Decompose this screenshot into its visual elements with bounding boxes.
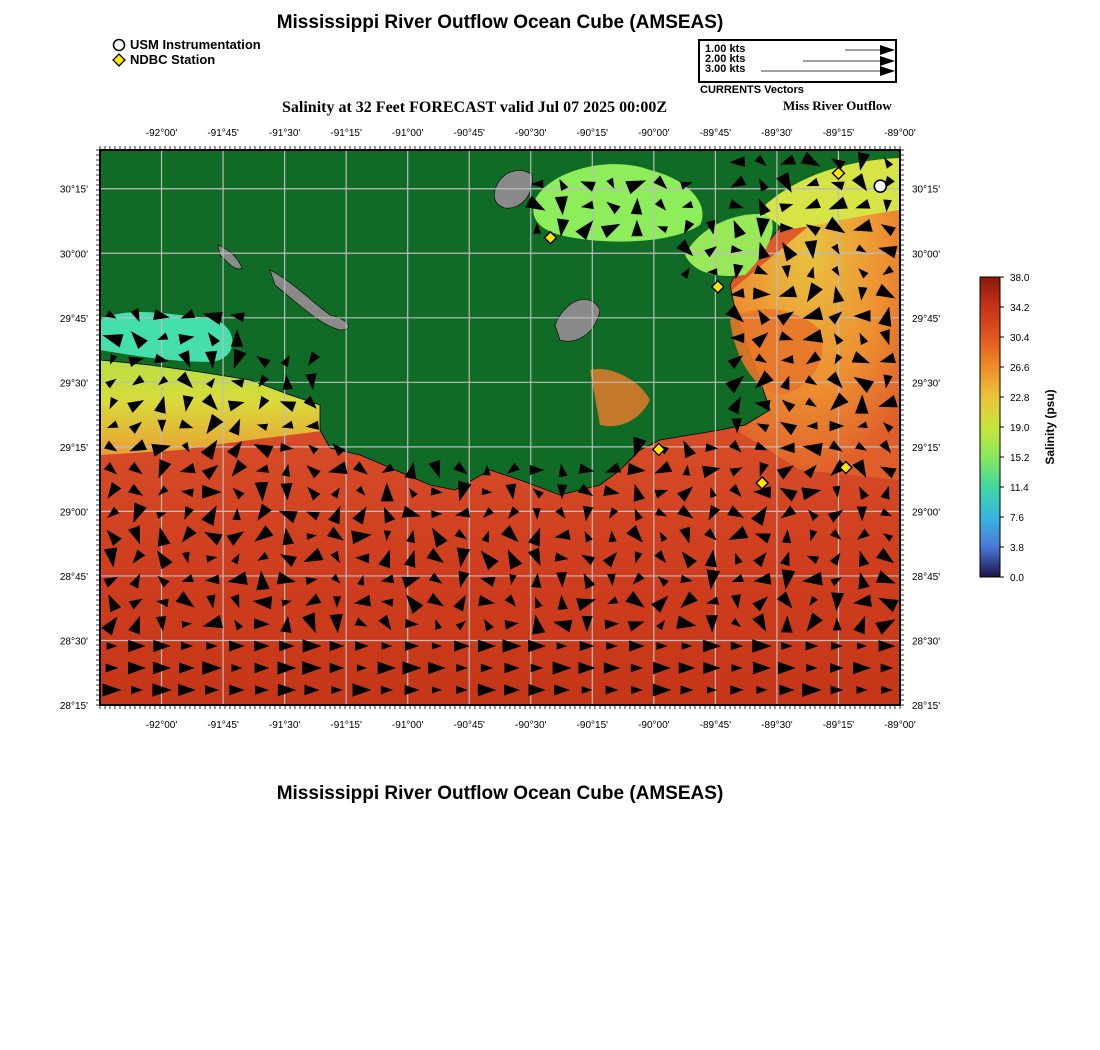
colorbar-label: Salinity (psu) [1043,389,1057,465]
lat-tick-label-right: 29°30' [912,378,941,390]
usm-station-marker [874,180,886,192]
lon-tick-label-bottom: -91°30' [268,720,301,731]
lat-tick-label-left: 28°45' [59,571,88,583]
lon-tick-label-bottom: -89°00' [884,720,916,731]
map-layers [100,150,900,705]
colorbar-tick-label: 19.0 [1010,423,1030,434]
lat-tick-label-left: 29°00' [59,507,88,519]
lat-tick-label-right: 29°00' [912,507,941,519]
outflow-label: Miss River Outflow [783,98,892,113]
lon-tick-label-bottom: -89°15' [822,720,855,731]
colorbar-tick-label: 34.2 [1010,303,1030,314]
lon-tick-label-bottom: -89°45' [699,720,732,731]
colorbar-tick-label: 15.2 [1010,453,1030,464]
lat-tick-label-left: 29°45' [59,313,88,325]
lon-tick-label-bottom: -89°30' [761,720,793,731]
lon-tick-label-top: -91°00' [391,128,424,139]
lat-tick-label-right: 30°15' [912,184,941,196]
colorbar-tick-label: 3.8 [1010,543,1024,554]
vector-key-label: CURRENTS Vectors [700,84,804,96]
lon-tick-label-top: -89°45' [699,128,732,139]
colorbar-tick-label: 26.6 [1010,363,1030,374]
lat-tick-label-left: 30°00' [59,249,88,261]
vector-key-entry: 2.00 kts [705,53,746,65]
lat-tick-label-left: 29°15' [59,442,88,454]
colorbar [970,270,1080,590]
usm-legend-label: USM Instrumentation [130,37,261,52]
lat-tick-label-left: 28°30' [59,636,88,648]
lon-tick-label-bottom: -90°45' [453,720,485,731]
lon-tick-label-top: -91°30' [268,128,301,139]
lon-tick-label-top: -89°00' [884,128,916,139]
lon-tick-label-top: -90°45' [453,128,485,139]
lon-tick-label-bottom: -91°45' [207,720,239,731]
colorbar-tick-label: 22.8 [1010,393,1030,404]
lat-tick-label-left: 29°30' [59,378,88,390]
lat-tick-label-right: 28°45' [912,571,941,583]
lon-tick-label-top: -90°00' [638,128,670,139]
page-title: Mississippi River Outflow Ocean Cube (AMSEAS) [276,12,724,33]
colorbar-tick-label: 0.0 [1010,573,1024,584]
lon-tick-label-top: -90°30' [515,128,547,139]
ndbc-legend-label: NDBC Station [130,52,216,67]
lat-tick-label-right: 28°30' [912,636,941,648]
lon-tick-label-top: -90°15' [576,128,609,139]
colorbar-tick-label: 30.4 [1010,333,1030,344]
lon-tick-label-top: -91°15' [330,128,362,139]
lon-tick-label-top: -91°45' [207,128,239,139]
map-subtitle: Salinity at 32 Feet FORECAST valid Jul 07 2025 00:00Z [282,99,668,116]
lat-tick-label-left: 28°15' [59,701,88,712]
lon-tick-label-bottom: -90°15' [576,720,609,731]
vector-key-entry: 1.00 kts [705,43,746,55]
lat-tick-label-right: 29°15' [912,442,941,454]
lon-tick-label-bottom: -92°00' [145,720,178,731]
vector-key-entry: 3.00 kts [705,63,746,75]
lat-tick-label-right: 28°15' [912,701,941,712]
lon-tick-label-bottom: -91°15' [330,720,362,731]
lat-tick-label-left: 30°15' [59,184,88,196]
lon-tick-label-bottom: -91°00' [391,720,424,731]
colorbar-gradient [980,277,1000,577]
colorbar-tick-label: 38.0 [1010,273,1030,284]
lon-tick-label-top: -89°15' [822,128,855,139]
lon-tick-label-top: -89°30' [761,128,793,139]
colorbar-tick-label: 11.4 [1010,483,1029,494]
lon-tick-label-bottom: -90°00' [638,720,670,731]
bottom-title: Mississippi River Outflow Ocean Cube (AMSEAS) [276,783,724,804]
colorbar-tick-label: 7.6 [1010,513,1024,524]
lon-tick-label-top: -92°00' [145,128,178,139]
lat-tick-label-right: 29°45' [912,313,941,325]
lat-tick-label-right: 30°00' [912,249,941,261]
lon-tick-label-bottom: -90°30' [515,720,547,731]
